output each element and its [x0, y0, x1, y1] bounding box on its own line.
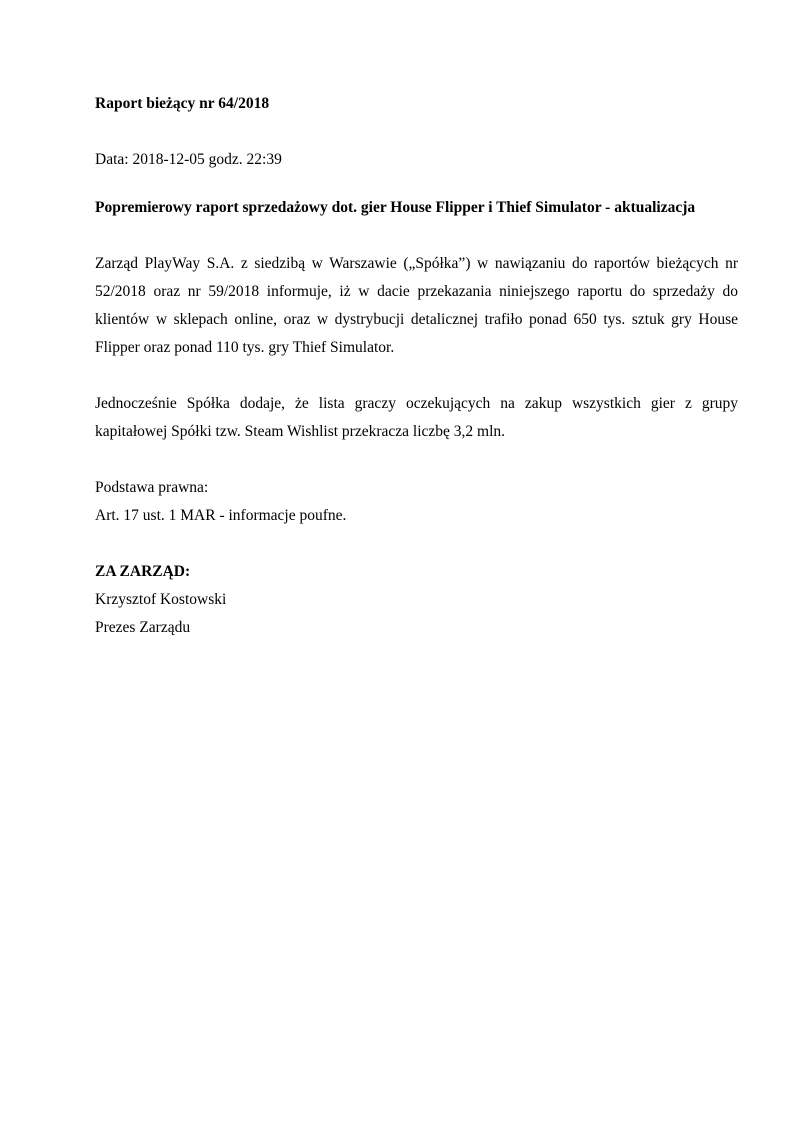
report-date-line: Data: 2018-12-05 godz. 22:39: [95, 151, 282, 168]
signature-title: Prezes Zarządu: [95, 619, 191, 636]
report-number-title: Raport bieżący nr 64/2018: [95, 95, 270, 112]
report-subject-heading: Popremierowy raport sprzedażowy dot. gier House Flipper i Thief Simulator - aktualizacja: [95, 199, 696, 216]
signature-heading: ZA ZARZĄD:: [95, 563, 191, 580]
legal-basis-label: Podstawa prawna:: [95, 479, 209, 496]
report-body-paragraph-1: Zarząd PlayWay S.A. z siedzibą w Warszawie („Spółka”) w nawiązaniu do raportów bieżących nr 52/2018 oraz nr 59/2018 informuje, iż w dacie przekazania niniejszego raportu do sprzedaży do klientów w sklepach online, oraz w dystrybucji detalicznej trafiło ponad 650 tys. sztuk gry House Flipper oraz ponad 110 tys. gry Thief Simulator.: [95, 255, 738, 356]
legal-basis-block: [95, 474, 738, 530]
report-body-paragraph-2: Jednocześnie Spółka dodaje, że lista graczy oczekujących na zakup wszystkich gier z grupy kapitałowej Spółki tzw. Steam Wishlist przekracza liczbę 3,2 mln.: [95, 395, 738, 440]
signature-block: [95, 558, 738, 642]
legal-basis-text: Art. 17 ust. 1 MAR - informacje poufne.: [95, 507, 347, 524]
signature-name: Krzysztof Kostowski: [95, 591, 227, 608]
